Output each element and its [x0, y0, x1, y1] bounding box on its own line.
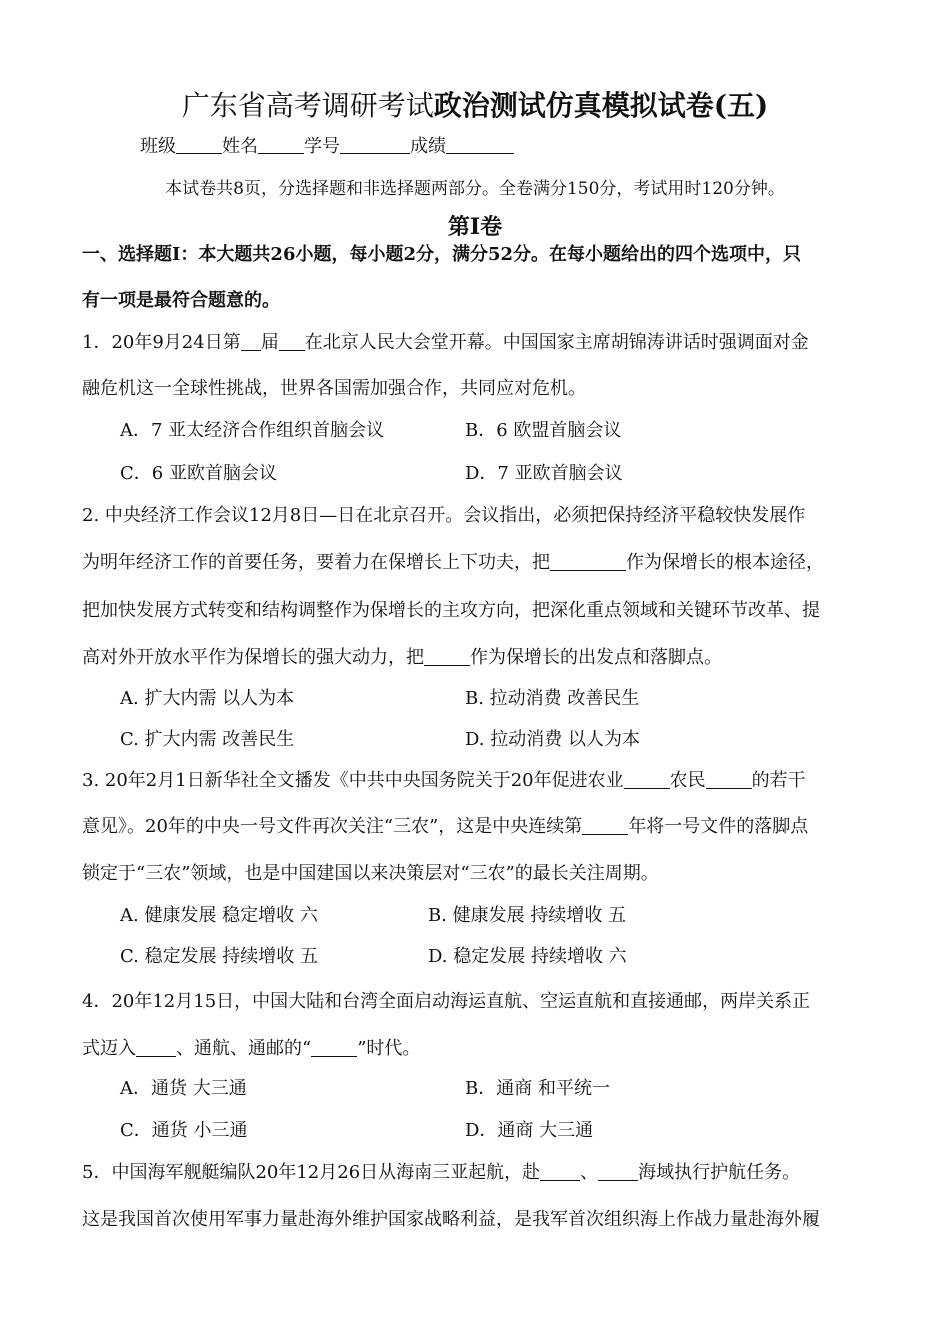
name-label: 姓名	[222, 136, 258, 157]
q2-blank-1	[550, 552, 626, 571]
section-instructions-2: 有一项是最符合题意的。	[82, 290, 280, 311]
q1-blank-2	[279, 332, 305, 351]
q3-stem-line2	[82, 814, 872, 840]
title-prefix: 广东省高考调研考试	[181, 89, 434, 122]
q2-option-c[interactable]: C. 扩大内需 改善民生	[120, 729, 295, 750]
q4-option-a[interactable]: A．通货 大三通	[120, 1078, 247, 1099]
q4-blank-1	[136, 1038, 176, 1057]
q2-stem-line4	[82, 645, 872, 671]
q4-text: ”时代。	[357, 1038, 421, 1059]
q5-stem-line1	[82, 1160, 872, 1186]
q2-option-a[interactable]: A. 扩大内需 以人为本	[120, 688, 295, 709]
q1-stem-line2: 融危机这一全球性挑战，世界各国需加强合作，共同应对危机。	[82, 378, 586, 399]
q1-blank-1	[241, 332, 261, 351]
q2-option-d[interactable]: D. 拉动消费 以人为本	[465, 729, 640, 750]
q2-stem-line1: 2. 中央经济工作会议12月8日—日在北京召开。会议指出，必须把保持经济平稳较快发展作	[82, 505, 806, 526]
q1-text: 1．20年9月24日第	[82, 332, 241, 353]
id-blank[interactable]	[340, 135, 410, 154]
class-blank[interactable]	[176, 135, 222, 154]
q2-option-b[interactable]: B. 拉动消费 改善民生	[465, 688, 640, 709]
q3-blank-1	[624, 770, 670, 789]
score-label: 成绩	[410, 136, 446, 157]
q1-stem-line1	[82, 330, 872, 356]
q2-text: 作为保增长的根本途径，	[626, 552, 824, 573]
q1-option-a[interactable]: A．7 亚太经济合作组织首脑会议	[120, 420, 385, 441]
q4-text: 式迈入	[82, 1038, 136, 1059]
q2-text: 高对外开放水平作为保增长的强大动力，把	[82, 647, 424, 668]
q1-option-b[interactable]: B．6 欧盟首脑会议	[465, 420, 622, 441]
q3-stem-line1	[82, 768, 872, 794]
q1-option-d[interactable]: D．7 亚欧首脑会议	[465, 463, 623, 484]
q2-blank-2	[424, 647, 470, 666]
q5-text: 5．中国海军舰艇编队20年12月26日从海南三亚起航，赴	[82, 1162, 541, 1183]
q5-stem-line2: 这是我国首次使用军事力量赴海外维护国家战略利益，是我军首次组织海上作战力量赴海外履	[82, 1209, 820, 1230]
name-blank[interactable]	[258, 135, 304, 154]
q2-text: 作为保增长的出发点和落脚点。	[470, 647, 722, 668]
q2-stem-line3: 把加快发展方式转变和结构调整作为保增长的主攻方向，把深化重点领域和关键环节改革、提	[82, 600, 820, 621]
id-label: 学号	[304, 136, 340, 157]
title-main: 政治测试仿真模拟试卷(五)	[433, 89, 769, 122]
q1-option-c[interactable]: C．6 亚欧首脑会议	[120, 463, 277, 484]
q3-text: 意见》。20年的中央一号文件再次关注“三农”，这是中央连续第	[82, 816, 583, 837]
q4-text: 、通航、通邮的“	[176, 1038, 312, 1059]
q5-blank-1	[540, 1162, 580, 1181]
q3-text: 3. 20年2月1日新华社全文播发《中共中央国务院关于20年促进农业	[82, 770, 624, 791]
q5-text: 、	[580, 1162, 599, 1183]
q3-option-b[interactable]: B. 健康发展 持续增收 五	[428, 905, 627, 926]
q1-text: 在北京人民大会堂开幕。中国国家主席胡锦涛讲话时强调面对金	[304, 332, 809, 353]
q3-text: 年将一号文件的落脚点	[628, 816, 809, 837]
q3-stem-line3: 锁定于“三农”领域，也是中国建国以来决策层对“三农”的最长关注周期。	[82, 863, 659, 884]
exam-intro: 本试卷共8页，分选择题和非选择题两部分。全卷满分150分，考试用时120分钟。	[165, 179, 785, 199]
section-instructions-1: 一、选择题Ⅰ：本大题共26小题，每小题2分，满分52分。在每小题给出的四个选项中，只	[82, 244, 802, 265]
page-title	[0, 88, 950, 124]
q3-blank-2	[706, 770, 752, 789]
q4-option-b[interactable]: B．通商 和平统一	[465, 1078, 610, 1099]
q4-stem-line1: 4．20年12月15日，中国大陆和台湾全面启动海运直航、空运直航和直接通邮，两岸关系正	[82, 991, 811, 1012]
q3-option-a[interactable]: A. 健康发展 稳定增收 六	[120, 905, 318, 926]
q5-blank-2	[598, 1162, 638, 1181]
q4-option-d[interactable]: D．通商 大三通	[465, 1120, 594, 1141]
q3-option-d[interactable]: D. 稳定发展 持续增收 六	[428, 946, 627, 967]
q2-stem-line2	[82, 550, 872, 576]
q3-blank-3	[582, 816, 628, 835]
q4-stem-line2	[82, 1036, 872, 1062]
q1-text: 届	[260, 332, 279, 353]
student-fields	[140, 134, 514, 160]
part-heading: 第Ⅰ卷	[447, 214, 503, 240]
q3-option-c[interactable]: C. 稳定发展 持续增收 五	[120, 946, 319, 967]
score-blank[interactable]	[446, 135, 514, 154]
q4-option-c[interactable]: C．通货 小三通	[120, 1120, 248, 1141]
class-label: 班级	[140, 136, 176, 157]
q3-text: 的若干	[751, 770, 806, 791]
q5-text: 海域执行护航任务。	[638, 1162, 801, 1183]
q3-text: 农民	[669, 770, 706, 791]
q4-blank-2	[311, 1038, 357, 1057]
q2-text: 为明年经济工作的首要任务，要着力在保增长上下功夫，把	[82, 552, 550, 573]
